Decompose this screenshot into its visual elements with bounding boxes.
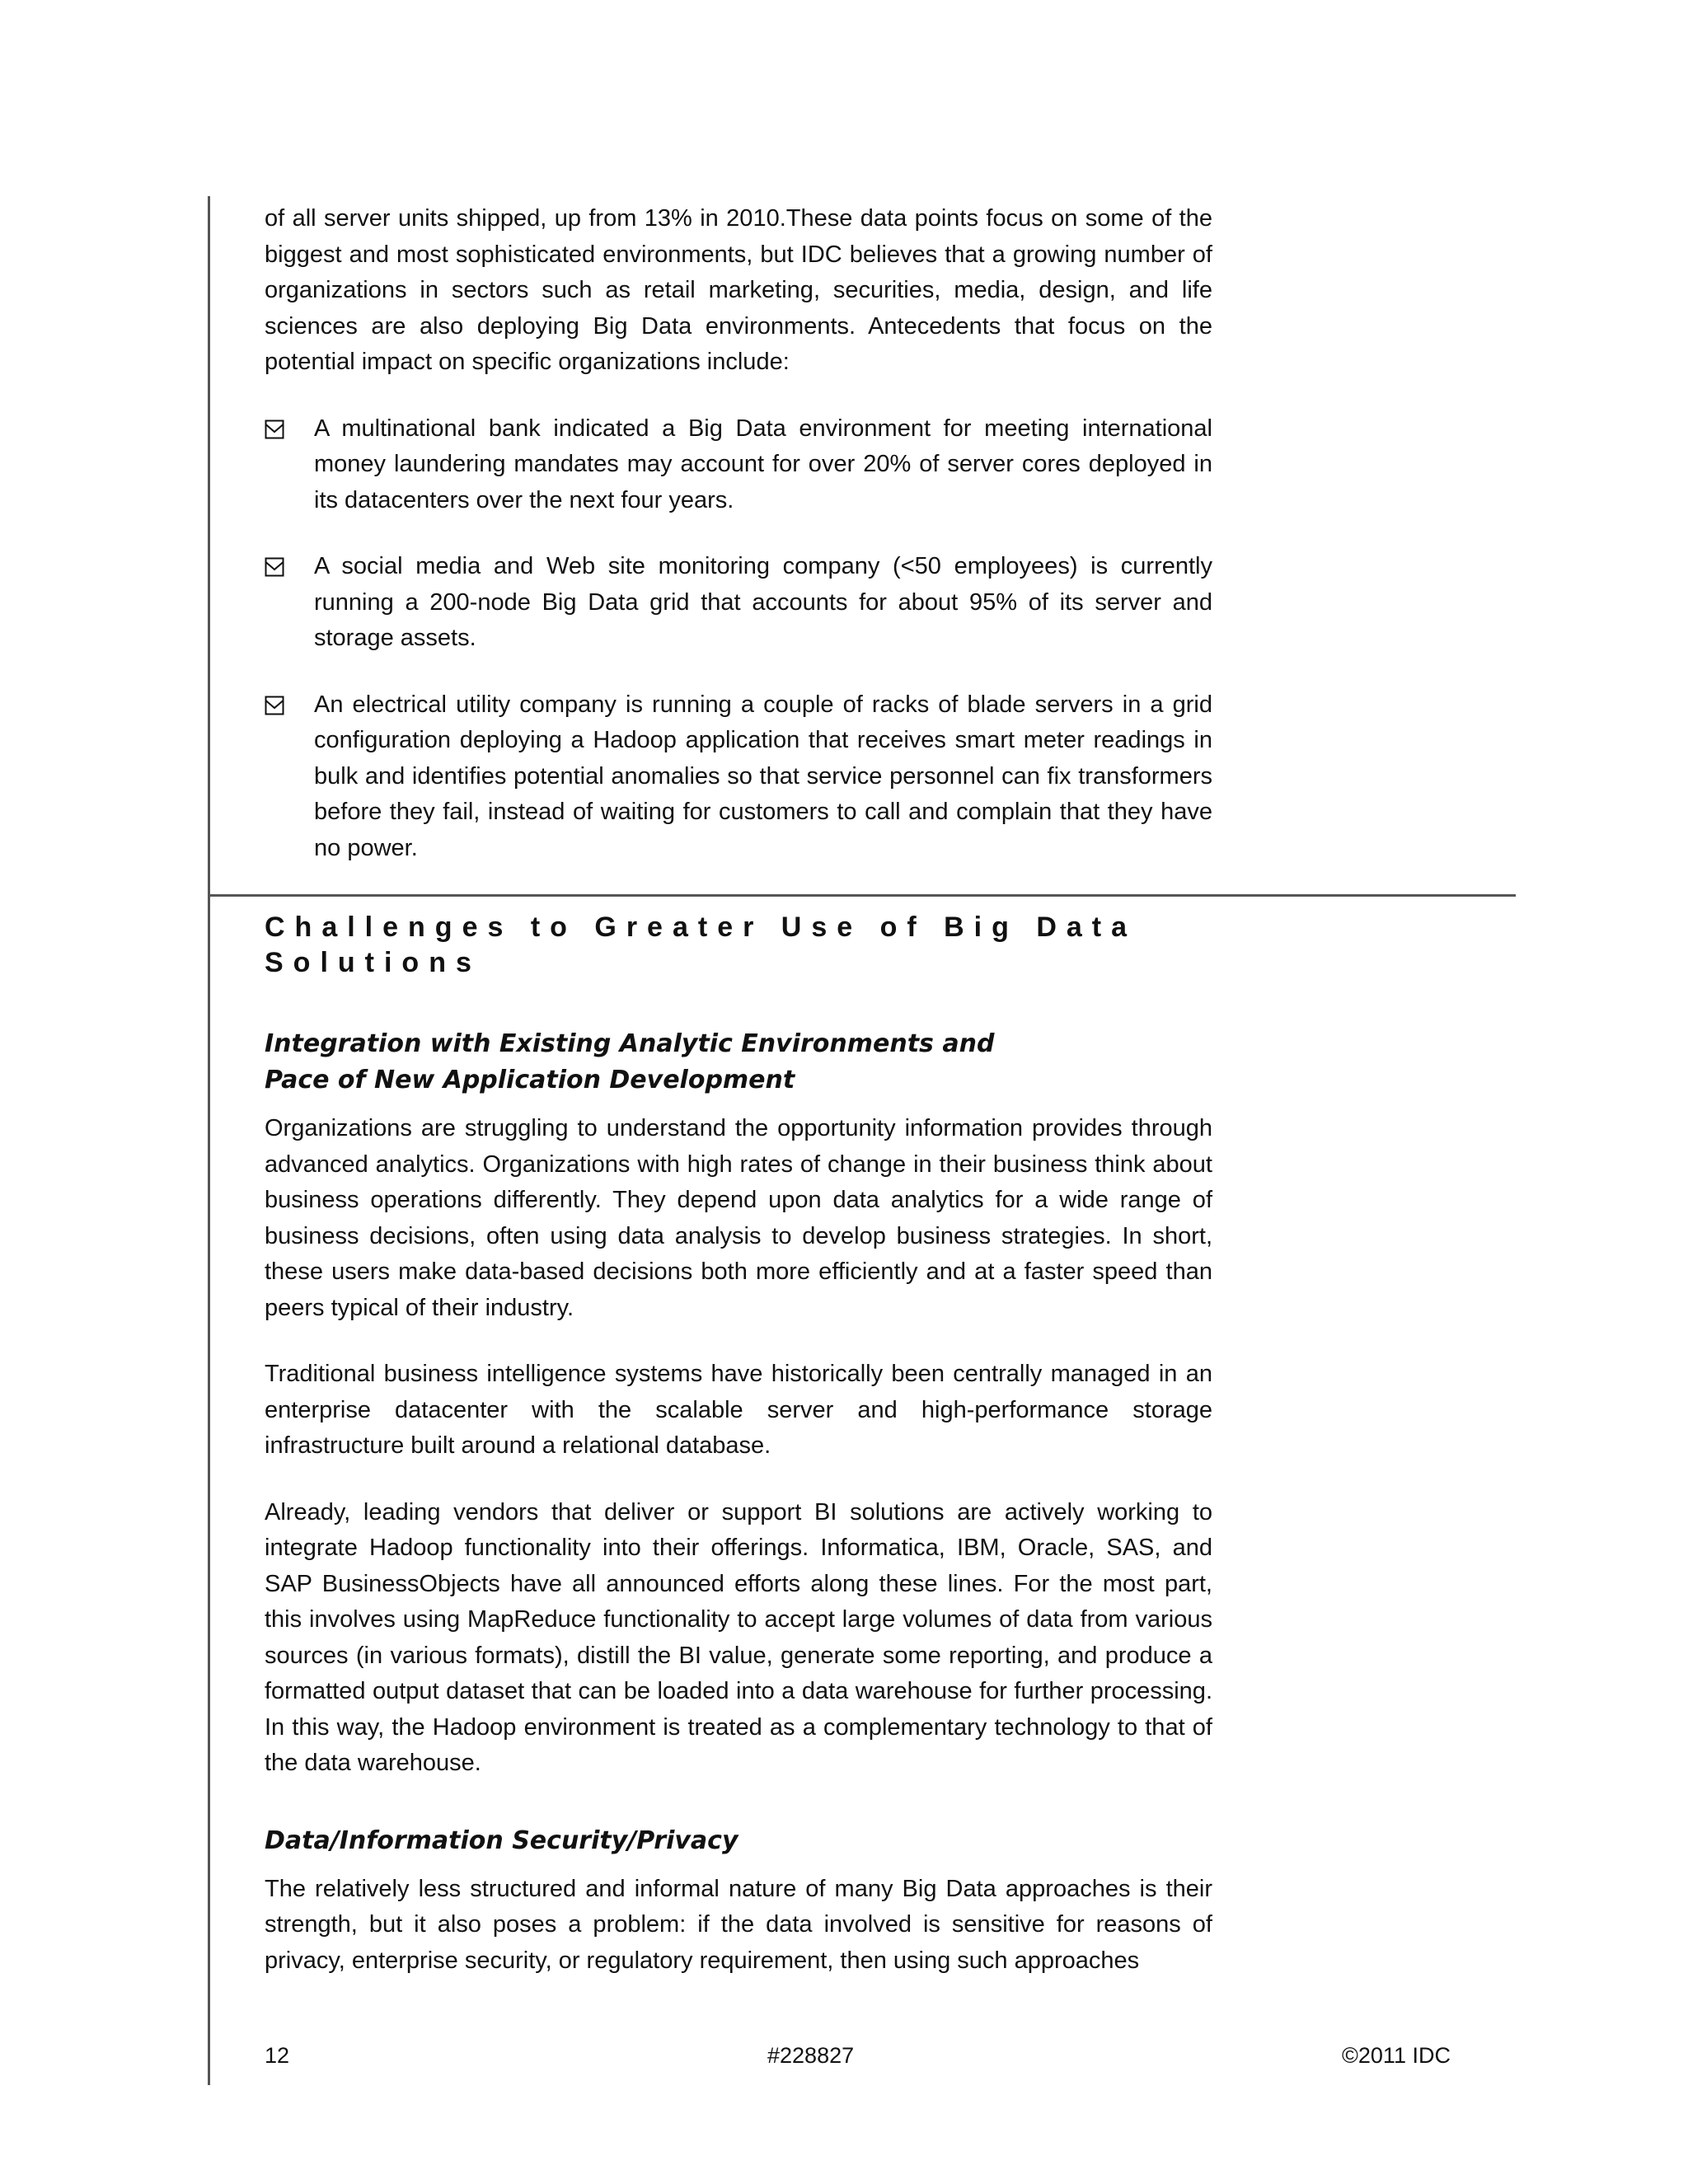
bullet-text: A multinational bank indicated a Big Data environment for meeting international money laundering mandates may account for over 20% of server cores deployed in its datacenters over the next four years. bbox=[314, 415, 1212, 513]
subsection-heading-security bbox=[265, 1823, 1212, 1859]
envelope-bullet-icon bbox=[265, 696, 284, 715]
list-item bbox=[265, 411, 1212, 519]
list-item bbox=[265, 549, 1212, 657]
section-heading-line-2: Solutions bbox=[265, 947, 481, 978]
subsection-heading-line-1: Data/Information Security/Privacy bbox=[265, 1825, 738, 1855]
subsection-heading-line-1: Integration with Existing Analytic Environments and bbox=[265, 1029, 995, 1058]
intro-paragraph: of all server units shipped, up from 13% in 2010.These data points focus on some of the biggest and most sophisticated environments, but IDC believes that a growing number of organizations in sectors such as retail marketing, securities, media, design, and life sciences are also deploying Big Data environments. Antecedents that focus on the potential impact on specific organizations include: bbox=[265, 205, 1212, 375]
subsection-heading-line-2: Pace of New Application Development bbox=[265, 1066, 795, 1094]
body-paragraph: Organizations are struggling to understand the opportunity information provides through advanced analytics. Organizations with high rates of change in their business think about business operations differently. They depend upon data analytics for a wide range of business decisions, often using data analysis to develop business strategies. In short, these users make data-based decisions both more efficiently and at a faster speed than peers typical of their industry. bbox=[265, 1115, 1212, 1321]
list-item bbox=[265, 687, 1212, 867]
section-divider-rule bbox=[208, 894, 1516, 897]
left-margin-rule bbox=[208, 196, 210, 2085]
envelope-bullet-icon bbox=[265, 419, 284, 439]
bullet-text: A social media and Web site monitoring company (<50 employees) is currently running a 200-node Big Data grid that accounts for about 95% of its server and storage assets. bbox=[314, 553, 1212, 651]
document-number: #228827 bbox=[767, 2043, 855, 2068]
envelope-bullet-icon bbox=[265, 557, 284, 577]
upper-content bbox=[265, 201, 1212, 866]
body-paragraph: Traditional business intelligence systems have historically been centrally managed in an enterprise datacenter with the scalable server and high-performance storage infrastructure built around a relational database. bbox=[265, 1361, 1212, 1459]
body-paragraph: The relatively less structured and informal nature of many Big Data approaches is their strength, but it also poses a problem: if the data involved is sensitive for reasons of privacy, enterprise security, or regulatory requirement, then using such approaches bbox=[265, 1875, 1212, 1974]
section-heading bbox=[265, 910, 1254, 981]
lower-content bbox=[265, 1026, 1212, 2009]
copyright-notice: ©2011 IDC bbox=[1342, 2043, 1451, 2068]
section-heading-line-1: Challenges to Greater Use of Big Data bbox=[265, 912, 1137, 943]
subsection-heading-integration bbox=[265, 1026, 1212, 1099]
page-number: 12 bbox=[265, 2043, 290, 2068]
body-paragraph: Already, leading vendors that deliver or support BI solutions are actively working to integrate Hadoop functionality into their offerings. Informatica, IBM, Oracle, SAS, and SAP BusinessObjects have all announced efforts along these lines. For the most part, this involves using MapReduce functionality to accept large volumes of data from various sources (in various formats), distill the BI value, generate some reporting, and produce a formatted output dataset that can be loaded into a data warehouse for further processing. In this way, the Hadoop environment is treated as a complementary technology to that of the data warehouse. bbox=[265, 1498, 1212, 1776]
bullet-list bbox=[265, 411, 1212, 867]
bullet-text: An electrical utility company is running a couple of racks of blade servers in a grid configuration deploying a Hadoop application that receives smart meter readings in bulk and identifies potential anomalies so that service personnel can fix transformers before they fail, instead of waiting for customers to call and complain that they have no power. bbox=[314, 691, 1212, 861]
